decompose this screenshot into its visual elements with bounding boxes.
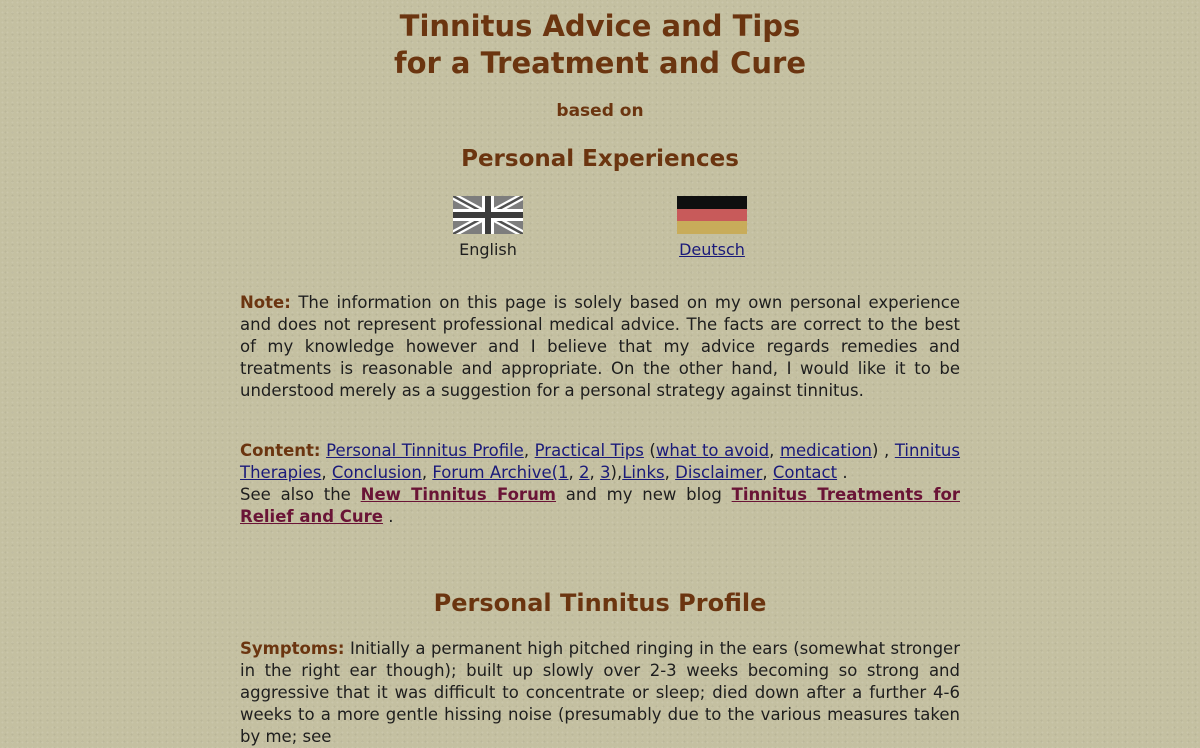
language-deutsch[interactable] [652, 196, 772, 259]
symptoms-label: Symptoms: [240, 639, 345, 658]
link-what-to-avoid[interactable]: what to avoid [655, 441, 770, 460]
english-label: English [459, 240, 517, 259]
subtitle: Personal Experiences [461, 146, 739, 172]
link-practical-tips[interactable]: Practical Tips [534, 441, 644, 460]
german-flag-icon[interactable] [677, 196, 747, 234]
symptoms-paragraph [240, 638, 960, 748]
flag-stripe-black [677, 196, 747, 209]
link-forum-archive-1[interactable]: Forum Archive(1 [432, 463, 569, 482]
link-new-tinnitus-forum[interactable]: New Tinnitus Forum [360, 485, 557, 504]
note-label: Note: [240, 293, 291, 312]
link-links[interactable]: Links [622, 463, 665, 482]
title-line-1: Tinnitus Advice and Tips [399, 9, 801, 43]
note-paragraph [240, 292, 960, 402]
uk-flag-icon [453, 196, 523, 234]
based-on-text: based on [556, 101, 644, 121]
see-also-text: See also the [240, 485, 361, 504]
content-label: Content: [240, 441, 321, 460]
page-title [240, 0, 960, 82]
content-paragraph: Content: Personal Tinnitus Profile, Practical Tips (what to avoid, medication) , Tinnitus Therapies, Conclusion, Forum Archive(1, 2, 3),Links, Disclaimer, Contact . See also the New Tinnitus Forum and my new blog Tinnitus Treatments for Relief and Cure . [240, 441, 960, 526]
link-disclaimer[interactable]: Disclaimer [675, 463, 763, 482]
link-medication[interactable]: medication [779, 441, 873, 460]
title-line-2: for a Treatment and Cure [393, 46, 807, 80]
link-forum-archive-3[interactable]: 3 [600, 463, 611, 482]
language-selector [240, 188, 960, 268]
page [240, 0, 960, 748]
deutsch-link[interactable]: Deutsch [679, 240, 745, 259]
link-forum-archive-2[interactable]: 2 [579, 463, 590, 482]
link-contact[interactable]: Contact [772, 463, 838, 482]
content-end: . [382, 507, 394, 526]
flag-stripe-gold [677, 221, 747, 234]
link-tinnitus-therapies[interactable]: Tinnitus Therapies [240, 441, 960, 482]
link-personal-profile[interactable]: Personal Tinnitus Profile [326, 441, 524, 460]
flag-stripe-red [677, 209, 747, 222]
link-tinnitus-blog[interactable]: Tinnitus Treatments for Relief and Cure [240, 485, 960, 526]
note-text: The information on this page is solely based on my own personal experience and does not represent professional medical advice. The facts are correct to the best of my knowledge however and I believe that my advice regards remedies and treatments is reasonable and appropriate. On the other hand, I would like it to be understood merely as a suggestion for a personal strategy against tinnitus. [240, 293, 960, 400]
link-conclusion[interactable]: Conclusion [331, 463, 422, 482]
language-english [428, 196, 548, 259]
blog-text: and my new blog [556, 485, 732, 504]
symptoms-text: Initially a permanent high pitched ringing in the ears (somewhat stronger in the right ear though); built up slowly over 2-3 weeks becoming so strong and aggressive that it was difficult to concentrate or sleep; died down after a further 4-6 weeks to a more gentle hissing noise (presumably due to the various measures taken by me; see [240, 639, 960, 746]
section-title-profile: Personal Tinnitus Profile [433, 589, 767, 617]
